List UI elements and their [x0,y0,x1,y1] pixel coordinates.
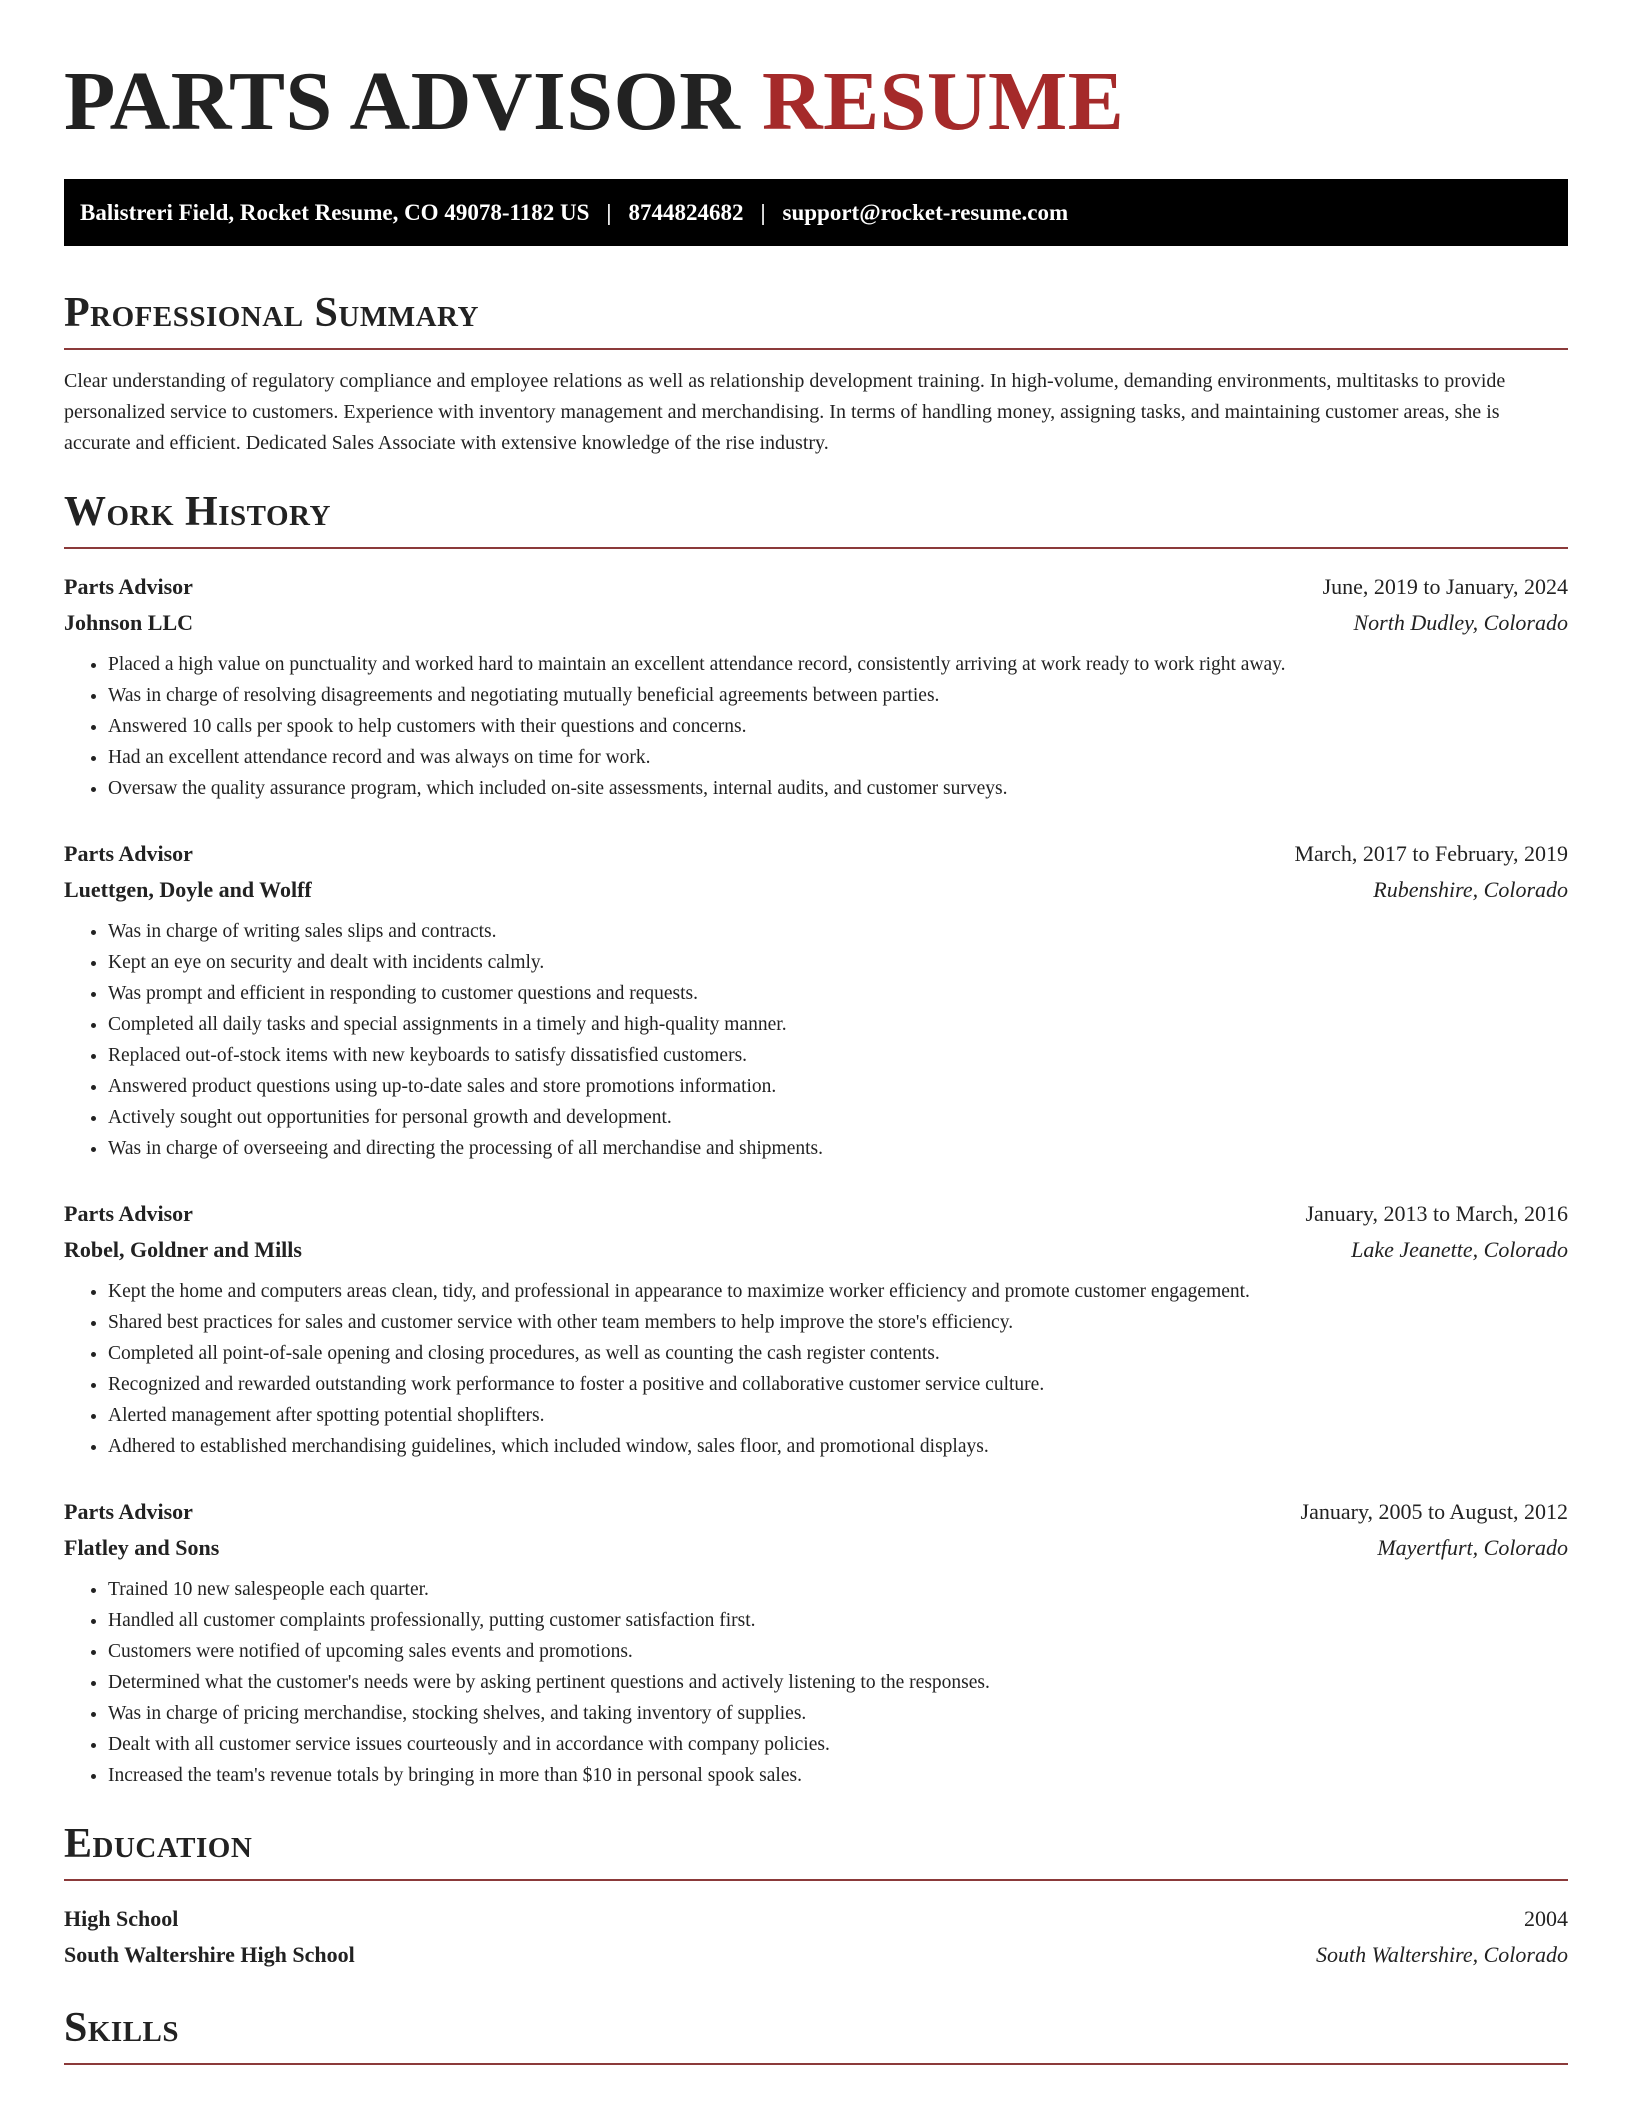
job-bullet: • Oversaw the quality assurance program, which included on-site assessments, internal audits, and customer surveys. [108,773,1568,804]
job-bullet: • Actively sought out opportunities for personal growth and development. [108,1102,1568,1133]
job-bullet: • Placed a high value on punctuality and worked hard to maintain an excellent attendance record, consistently arriving at work ready to work right away. [108,649,1568,680]
job-bullet: • Shared best practices for sales and customer service with other team members to help improve the store's efficiency. [108,1307,1568,1338]
job-bullet: • Alerted management after spotting potential shoplifters. [108,1400,1568,1431]
job-bullet: • Trained 10 new salespeople each quarter. [108,1574,1568,1605]
job-bullet: • Customers were notified of upcoming sales events and promotions. [108,1636,1568,1667]
contact-bar [64,179,1568,246]
job-title-row [64,836,1568,872]
job-bullets [64,1276,1568,1462]
job-company-row [64,1232,1568,1268]
job-bullet: • Was in charge of resolving disagreements and negotiating mutually beneficial agreements between parties. [108,680,1568,711]
job-bullet: • Replaced out-of-stock items with new keyboards to satisfy dissatisfied customers. [108,1040,1568,1071]
job-bullets [64,916,1568,1164]
work-history-heading: Work History [64,491,1568,549]
job-title: Parts Advisor [64,1499,193,1524]
job-company-row [64,872,1568,908]
education-degree: High School [64,1906,179,1931]
job-bullet: • Was prompt and efficient in responding to customer questions and requests. [108,978,1568,1009]
contact-address: Balistreri Field, Rocket Resume, CO 49078-1182 US [80,199,590,225]
job-dates: March, 2017 to February, 2019 [1294,841,1568,866]
work-history-list [64,569,1568,1791]
job-title: Parts Advisor [64,1201,193,1226]
job-entry [64,1494,1568,1791]
job-bullet: • Was in charge of writing sales slips and contracts. [108,916,1568,947]
education-year: 2004 [1524,1906,1568,1931]
job-company-row [64,605,1568,641]
job-bullet: • Kept an eye on security and dealt with incidents calmly. [108,947,1568,978]
title-part-2: RESUME [761,55,1125,148]
job-bullet: • Determined what the customer's needs were by asking pertinent questions and actively listening to the responses. [108,1667,1568,1698]
job-bullet: • Dealt with all customer service issues courteously and in accordance with company policies. [108,1729,1568,1760]
job-title-row [64,569,1568,605]
job-title-row [64,1196,1568,1232]
education-row-1 [64,1901,1568,1937]
education-entry [64,1901,1568,1973]
skills-heading: Skills [64,2007,1568,2065]
job-bullets [64,1574,1568,1791]
job-dates: January, 2013 to March, 2016 [1305,1201,1568,1226]
title-part-1: PARTS ADVISOR [64,55,741,148]
education-school: South Waltershire High School [64,1942,355,1967]
job-company: Luettgen, Doyle and Wolff [64,877,312,902]
job-bullet: • Was in charge of pricing merchandise, stocking shelves, and taking inventory of supplies. [108,1698,1568,1729]
job-bullet: • Answered 10 calls per spook to help customers with their questions and concerns. [108,711,1568,742]
resume-title [64,55,1568,148]
job-dates: June, 2019 to January, 2024 [1322,574,1568,599]
contact-separator: | [760,199,766,225]
education-row-2 [64,1937,1568,1973]
education-heading: Education [64,1823,1568,1881]
job-bullet: • Was in charge of overseeing and directing the processing of all merchandise and shipments. [108,1133,1568,1164]
job-company: Johnson LLC [64,610,194,635]
job-bullet: • Answered product questions using up-to-date sales and store promotions information. [108,1071,1568,1102]
job-title: Parts Advisor [64,841,193,866]
summary-heading: Professional Summary [64,292,1568,350]
job-entry [64,569,1568,804]
job-location: Rubenshire, Colorado [1373,877,1568,902]
job-bullet: • Kept the home and computers areas clean, tidy, and professional in appearance to maximize worker efficiency and promote customer engagement. [108,1276,1568,1307]
job-bullet: • Had an excellent attendance record and was always on time for work. [108,742,1568,773]
job-title-row [64,1494,1568,1530]
job-location: North Dudley, Colorado [1353,610,1568,635]
job-bullet: • Completed all point-of-sale opening and closing procedures, as well as counting the cash register contents. [108,1338,1568,1369]
job-entry [64,836,1568,1164]
contact-email: support@rocket-resume.com [782,199,1069,225]
job-bullet: • Handled all customer complaints professionally, putting customer satisfaction first. [108,1605,1568,1636]
job-bullet: • Completed all daily tasks and special assignments in a timely and high-quality manner. [108,1009,1568,1040]
contact-phone: 8744824682 [628,199,744,225]
job-bullet: • Increased the team's revenue totals by bringing in more than $10 in personal spook sales. [108,1760,1568,1791]
job-dates: January, 2005 to August, 2012 [1300,1499,1568,1524]
summary-text: Clear understanding of regulatory compliance and employee relations as well as relationship development training. In high-volume, demanding environments, multitasks to provide personalized service to customers. Experience with inventory management and merchandising. In terms of handling money, assigning tasks, and maintaining customer areas, she is accurate and efficient. Dedicated Sales Associate with extensive knowledge of the rise industry. [64,370,1506,454]
job-location: Lake Jeanette, Colorado [1351,1237,1568,1262]
job-bullet: • Recognized and rewarded outstanding work performance to foster a positive and collaborative customer service culture. [108,1369,1568,1400]
education-location: South Waltershire, Colorado [1315,1942,1568,1967]
job-company: Flatley and Sons [64,1535,220,1560]
job-location: Mayertfurt, Colorado [1377,1535,1568,1560]
job-title: Parts Advisor [64,574,193,599]
job-bullets [64,649,1568,804]
job-company: Robel, Goldner and Mills [64,1237,302,1262]
job-bullet: • Adhered to established merchandising guidelines, which included window, sales floor, and promotional displays. [108,1431,1568,1462]
contact-separator: | [606,199,612,225]
job-company-row [64,1530,1568,1566]
job-entry [64,1196,1568,1462]
